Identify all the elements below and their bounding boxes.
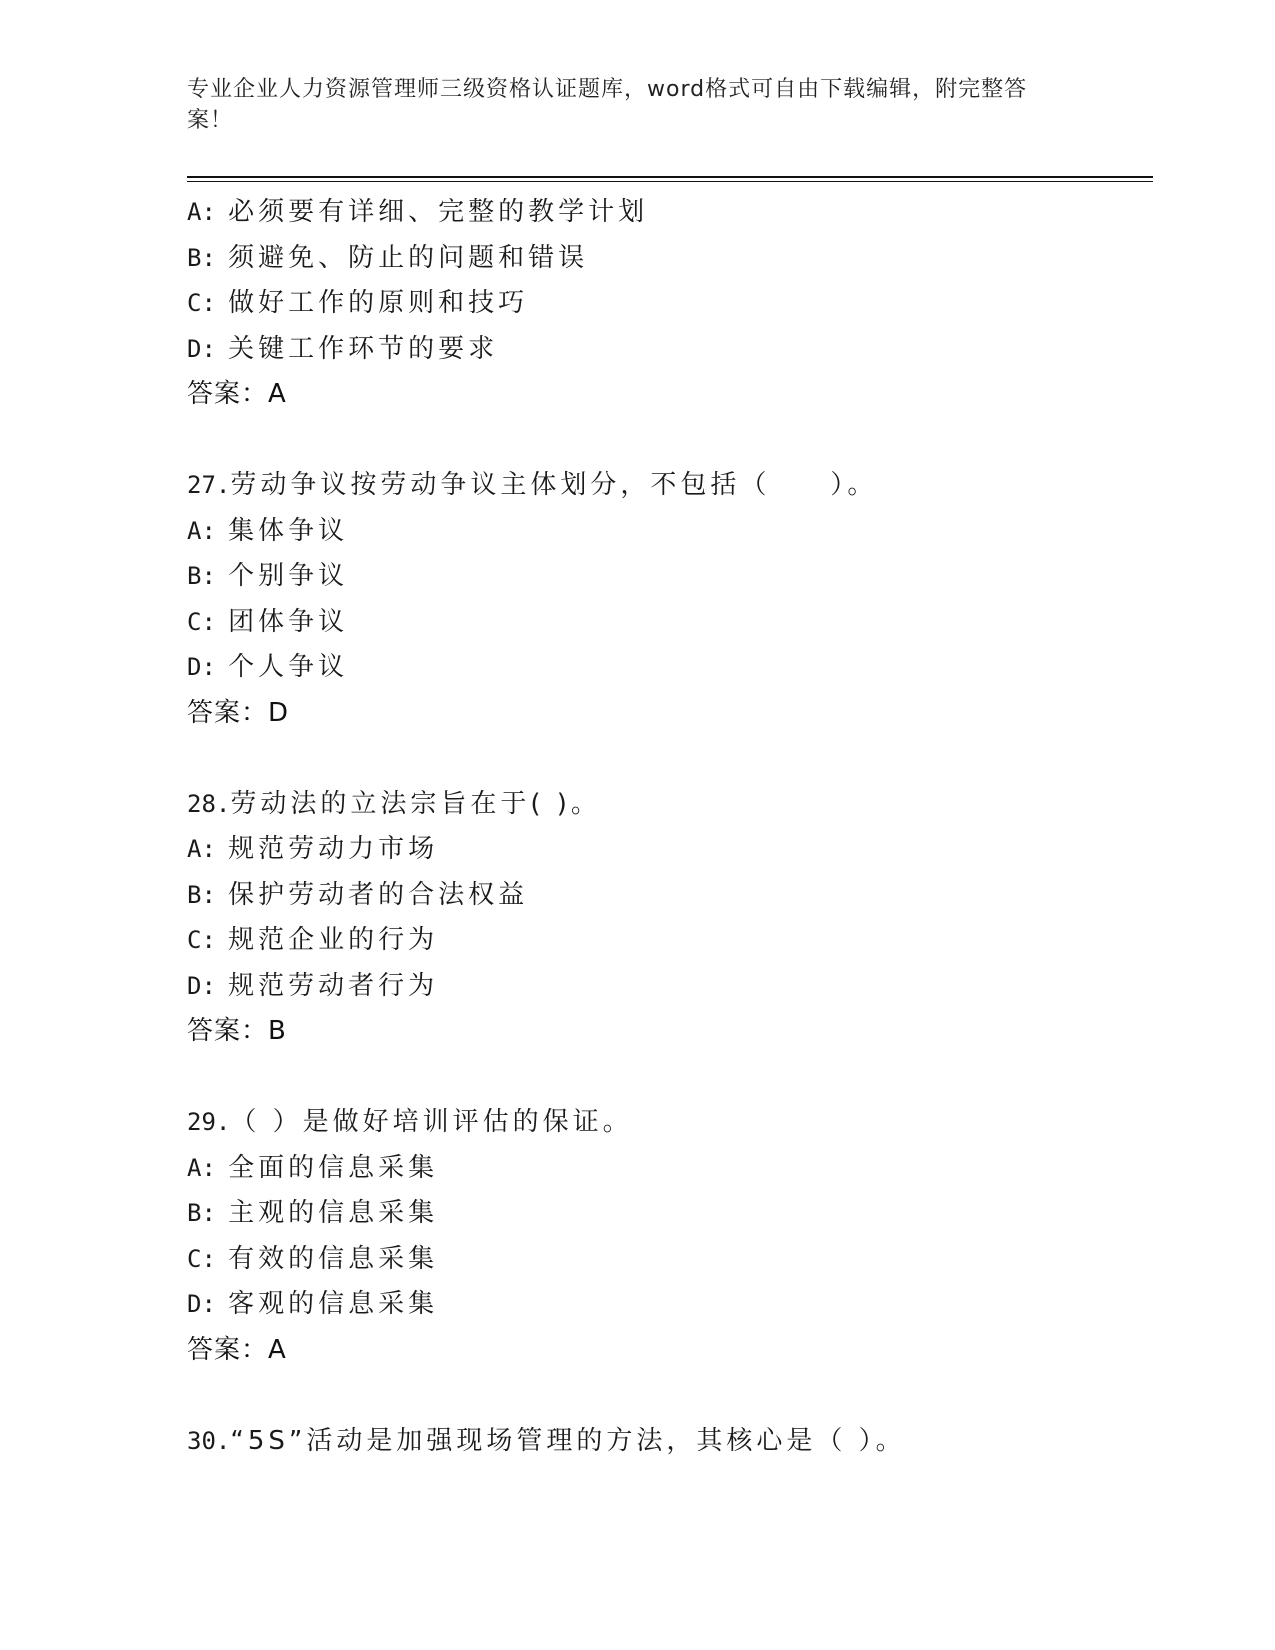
option-text: 客观的信息采集	[228, 1289, 439, 1319]
option-a	[187, 1146, 1147, 1192]
option-text: 保护劳动者的合法权益	[228, 879, 529, 910]
spacer	[187, 1373, 1147, 1419]
option-c	[187, 600, 1147, 646]
option-text: 个人争议	[228, 652, 349, 682]
option-label: A:	[187, 516, 216, 545]
option-a	[187, 190, 1147, 236]
answer: 答案：A	[187, 1334, 287, 1365]
question-30	[187, 1419, 1147, 1465]
option-label: B:	[187, 243, 216, 272]
question-stem	[187, 1100, 1147, 1146]
option-a	[187, 509, 1147, 555]
question-stem	[187, 1419, 1147, 1465]
option-label: B:	[187, 880, 216, 909]
header-divider-thick	[187, 176, 1153, 178]
option-text: 必须要有详细、完整的教学计划	[228, 197, 649, 227]
option-text: 规范企业的行为	[228, 925, 439, 955]
spacer	[187, 1055, 1147, 1101]
option-label: A:	[187, 835, 216, 863]
option-text: 规范劳动者行为	[228, 970, 439, 1001]
option-d	[187, 1282, 1147, 1328]
option-text: 规范劳动力市场	[228, 834, 439, 864]
option-label: A:	[187, 198, 216, 226]
question-29	[187, 1100, 1147, 1373]
answer: 答案：D	[187, 697, 290, 728]
option-label: C:	[187, 607, 216, 636]
option-c	[187, 1237, 1147, 1283]
option-label: C:	[187, 1244, 216, 1273]
question-text: “5S”活动是加强现场管理的方法，其核心是（ ）。	[230, 1425, 906, 1456]
question-27	[187, 463, 1147, 736]
option-text: 须避免、防止的问题和错误	[228, 242, 589, 273]
question-text: 劳动争议按劳动争议主体划分，不包括（ ）。	[230, 470, 878, 500]
option-b	[187, 1191, 1147, 1237]
spacer	[187, 736, 1147, 782]
option-c	[187, 281, 1147, 327]
question-number: 29.	[187, 1108, 231, 1136]
option-label: D:	[187, 971, 216, 1000]
question-28	[187, 782, 1147, 1055]
question-fragment	[187, 190, 1147, 418]
question-number: 28.	[187, 789, 231, 818]
header-divider-thin	[187, 181, 1153, 182]
option-label: D:	[187, 334, 216, 363]
option-text: 关键工作环节的要求	[228, 333, 499, 364]
option-text: 团体争议	[228, 606, 349, 637]
option-d	[187, 964, 1147, 1010]
option-c	[187, 918, 1147, 964]
question-stem	[187, 463, 1147, 509]
option-d	[187, 327, 1147, 373]
answer: 答案：B	[187, 1016, 287, 1046]
question-number: 30.	[187, 1426, 231, 1455]
option-label: D:	[187, 1290, 216, 1318]
option-label: D:	[187, 653, 216, 681]
option-label: C:	[187, 289, 216, 317]
option-b	[187, 554, 1147, 600]
option-text: 集体争议	[228, 515, 349, 546]
option-label: B:	[187, 1199, 216, 1227]
option-text: 做好工作的原则和技巧	[228, 288, 529, 318]
question-list	[187, 190, 1147, 1464]
question-number: 27.	[187, 471, 231, 499]
option-text: 主观的信息采集	[228, 1198, 439, 1228]
answer: 答案：A	[187, 379, 287, 409]
option-a	[187, 827, 1147, 873]
option-b	[187, 873, 1147, 919]
option-label: C:	[187, 926, 216, 954]
question-stem	[187, 782, 1147, 828]
option-b	[187, 236, 1147, 282]
option-label: B:	[187, 562, 216, 590]
option-label: A:	[187, 1153, 216, 1182]
spacer	[187, 418, 1147, 464]
option-text: 有效的信息采集	[228, 1243, 439, 1274]
question-text: （ ）是做好培训评估的保证。	[230, 1107, 633, 1137]
question-text: 劳动法的立法宗旨在于( )。	[230, 788, 601, 819]
option-text: 个别争议	[228, 561, 349, 591]
page-header: 专业企业人力资源管理师三级资格认证题库，word格式可自由下载编辑，附完整答案！	[187, 77, 1028, 133]
option-d	[187, 645, 1147, 691]
option-text: 全面的信息采集	[228, 1152, 439, 1183]
